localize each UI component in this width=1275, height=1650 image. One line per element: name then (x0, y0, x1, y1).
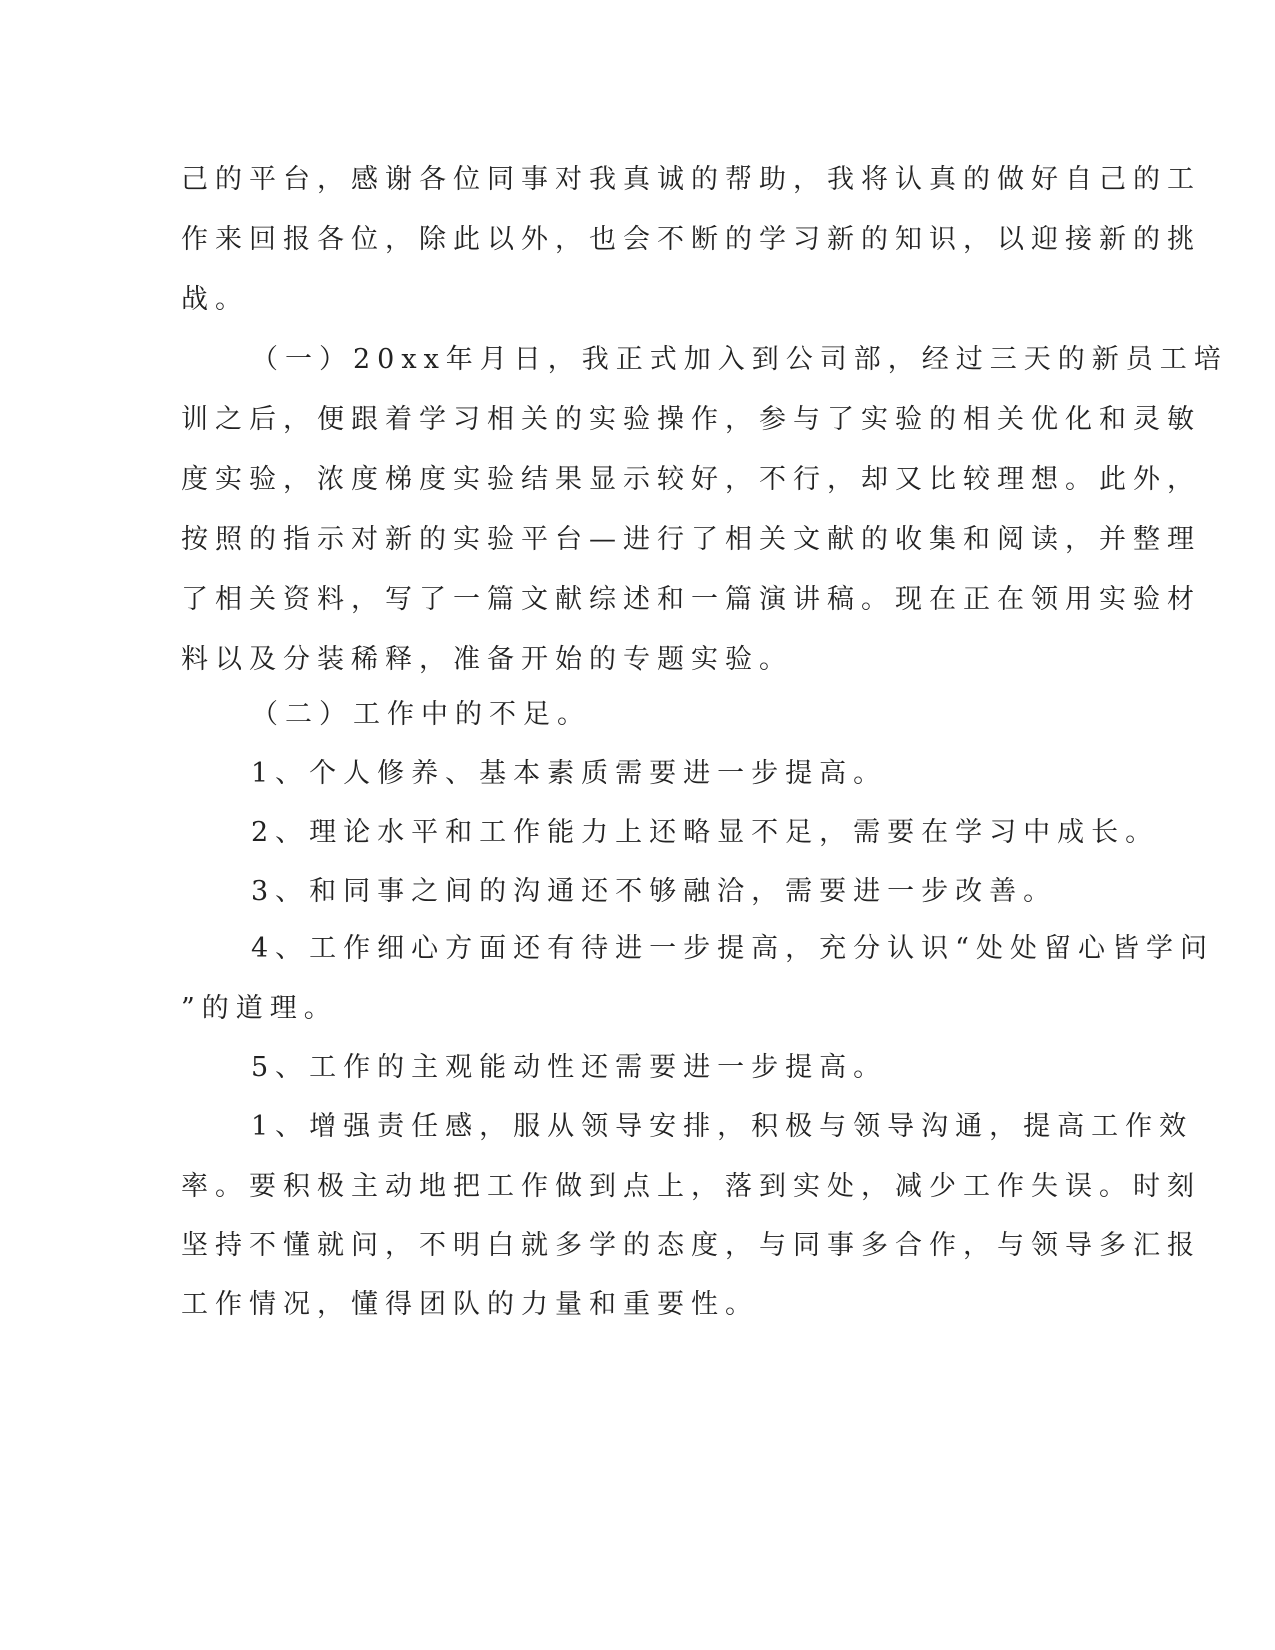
text-line: 率。要积极主动地把工作做到点上，落到实处，减少工作失误。时刻 (181, 1171, 1201, 1202)
text-line: 按照的指示对新的实验平台—进行了相关文献的收集和阅读，并整理 (181, 524, 1201, 555)
list-item: 1、个人修养、基本素质需要进一步提高。 (251, 758, 888, 789)
text-line: 了相关资料，写了一篇文献综述和一篇演讲稿。现在正在领用实验材 (181, 584, 1201, 615)
section-heading: （二）工作中的不足。 (251, 699, 591, 730)
text-line: ”的道理。 (181, 993, 338, 1024)
list-item: 1、增强责任感，服从领导安排，积极与领导沟通，提高工作效 (251, 1111, 1194, 1142)
text-line: （一）20xx年月日，我正式加入到公司部，经过三天的新员工培 (251, 344, 1228, 375)
text-line: 战。 (181, 284, 249, 315)
text-line: 坚持不懂就问，不明白就多学的态度，与同事多合作，与领导多汇报 (181, 1230, 1201, 1261)
text-line: 工作情况，懂得团队的力量和重要性。 (181, 1289, 759, 1320)
text-line: 训之后，便跟着学习相关的实验操作，参与了实验的相关优化和灵敏 (181, 404, 1201, 435)
text-line: 度实验，浓度梯度实验结果显示较好，不行，却又比较理想。此外， (181, 464, 1201, 495)
list-item: 2、理论水平和工作能力上还略显不足，需要在学习中成长。 (251, 817, 1160, 848)
text-line: 己的平台，感谢各位同事对我真诚的帮助，我将认真的做好自己的工 (181, 164, 1201, 195)
text-line: 料以及分装稀释，准备开始的专题实验。 (181, 644, 793, 675)
text-line: 作来回报各位，除此以外，也会不断的学习新的知识，以迎接新的挑 (181, 224, 1201, 255)
list-item: 5、工作的主观能动性还需要进一步提高。 (251, 1052, 888, 1083)
list-item: 4、工作细心方面还有待进一步提高，充分认识“处处留心皆学问 (251, 933, 1214, 964)
list-item: 3、和同事之间的沟通还不够融洽，需要进一步改善。 (251, 876, 1058, 907)
